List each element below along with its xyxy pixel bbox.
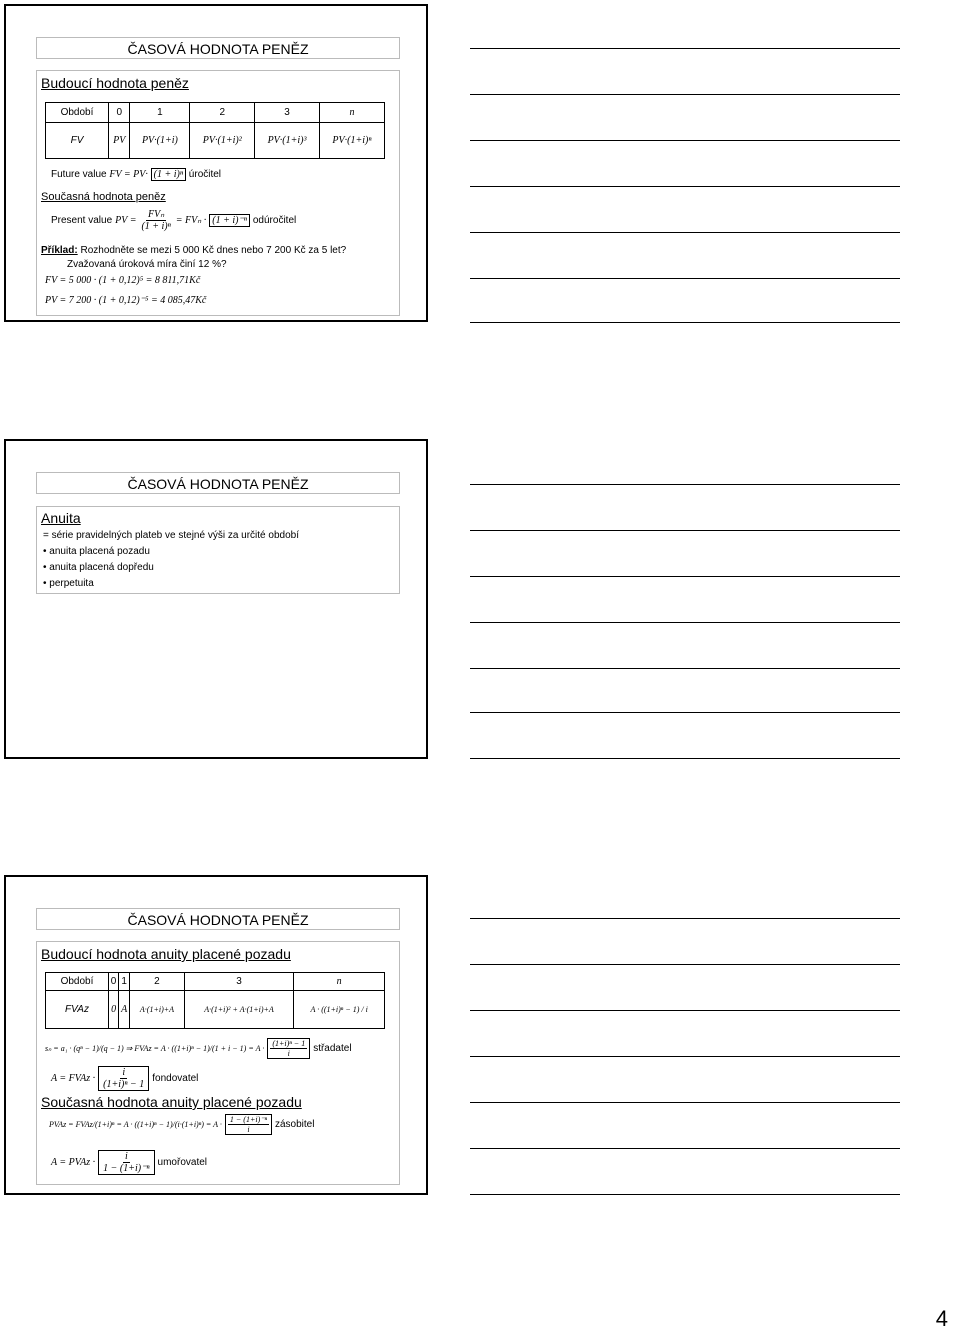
slide-1 xyxy=(4,4,428,322)
present-fraction xyxy=(139,209,172,232)
table-header: 1 xyxy=(130,103,190,123)
note-line xyxy=(470,712,900,713)
note-line xyxy=(470,1148,900,1149)
section-heading: Budoucí hodnota peněz xyxy=(41,75,189,91)
table-header: n xyxy=(319,103,384,123)
slide-2 xyxy=(4,439,428,759)
future-formula: FV = PV· xyxy=(109,169,148,180)
table-header: Období xyxy=(46,103,109,123)
pv-note: zásobitel xyxy=(274,1119,315,1130)
note-line xyxy=(470,1056,900,1057)
table-header: n xyxy=(294,973,385,991)
future-label: Future value xyxy=(51,169,107,180)
fund-num: i xyxy=(122,1067,126,1078)
amort-num: i xyxy=(124,1151,128,1162)
table-cell: A·(1+i)² + A·(1+i)+A xyxy=(184,991,294,1029)
slide-title: ČASOVÁ HODNOTA PENĚZ xyxy=(36,37,400,59)
note-line xyxy=(470,1010,900,1011)
note-line xyxy=(470,322,900,323)
amort-factor xyxy=(98,1150,154,1175)
table-header: 0 xyxy=(109,973,119,991)
present-note: odúročitel xyxy=(252,215,297,226)
present-den: (1 + i)ⁿ xyxy=(141,221,171,232)
slide-content xyxy=(36,506,400,594)
note-line xyxy=(470,186,900,187)
table-cell: PV·(1+i) xyxy=(130,123,190,159)
table-header: 0 xyxy=(109,103,130,123)
table-cell: PV·(1+i)³ xyxy=(255,123,320,159)
amort-lhs: A = PVAz · xyxy=(51,1157,96,1168)
future-note: úročitel xyxy=(188,169,222,180)
fund-lhs: A = FVAz · xyxy=(51,1073,96,1084)
sum-num: (1+i)ⁿ − 1 xyxy=(272,1039,306,1048)
table-header: 2 xyxy=(190,103,255,123)
bullet-item: • anuita placená pozadu xyxy=(43,546,150,557)
example-text: Rozhodněte se mezi 5 000 Kč dnes nebo 7 200 Kč za 5 let? xyxy=(80,245,347,256)
anuita-definition: = série pravidelných plateb ve stejné výši za určité období xyxy=(43,530,299,541)
note-line xyxy=(470,918,900,919)
sum-factor xyxy=(267,1038,310,1059)
pv-formula: PVAz = FVAz/(1+i)ⁿ = A · ((1+i)ⁿ − 1)/(i·(1+i)ⁿ) = A · xyxy=(49,1120,222,1129)
present-label: Present value xyxy=(51,215,113,226)
bullet-text: perpetuita xyxy=(49,578,94,589)
table-cell: PV·(1+i)² xyxy=(190,123,255,159)
present-heading: Současná hodnota anuity placené pozadu xyxy=(41,1094,302,1110)
present-num: FVₙ xyxy=(148,209,165,220)
fund-line xyxy=(51,1066,198,1091)
amort-den: 1 − (1+i)⁻ⁿ xyxy=(103,1163,150,1174)
pv-line xyxy=(49,1114,314,1135)
table-header: Období xyxy=(46,973,109,991)
note-line xyxy=(470,48,900,49)
present-heading: Současná hodnota peněz xyxy=(41,191,166,203)
note-line xyxy=(470,278,900,279)
calc-pv: PV = 7 200 · (1 + 0,12)⁻⁵ = 4 085,47Kč xyxy=(45,295,207,306)
pv-num: 1 − (1+i)⁻ⁿ xyxy=(229,1115,267,1124)
present-value-line xyxy=(51,209,296,232)
bullet-text: anuita placená dopředu xyxy=(49,562,154,573)
table-header: 3 xyxy=(255,103,320,123)
table-row-label: FV xyxy=(46,123,109,159)
note-line xyxy=(470,140,900,141)
bullet-text: anuita placená pozadu xyxy=(49,546,150,557)
slide-content xyxy=(36,70,400,316)
table-header: 3 xyxy=(184,973,294,991)
fund-factor xyxy=(98,1066,149,1091)
future-value-line xyxy=(51,169,221,180)
sum-den: i xyxy=(287,1049,290,1058)
slide-title: ČASOVÁ HODNOTA PENĚZ xyxy=(36,908,400,930)
pv-factor xyxy=(225,1114,272,1135)
example-text-2: Zvažovaná úroková míra činí 12 %? xyxy=(67,259,227,270)
strada-line xyxy=(45,1038,352,1059)
note-line xyxy=(470,484,900,485)
note-line xyxy=(470,668,900,669)
table-cell: A xyxy=(119,991,130,1029)
slide-title: ČASOVÁ HODNOTA PENĚZ xyxy=(36,472,400,494)
future-factor: (1 + i)ⁿ xyxy=(151,168,186,181)
table-cell: A·(1+i)+A xyxy=(130,991,185,1029)
note-line xyxy=(470,94,900,95)
present-mid: = FVₙ · xyxy=(175,215,207,226)
example-label: Příklad: xyxy=(41,245,78,256)
slide-3 xyxy=(4,875,428,1195)
fva-table xyxy=(45,972,385,1029)
bullet-item: • perpetuita xyxy=(43,578,94,589)
pv-den: i xyxy=(247,1125,250,1134)
table-cell: A · ((1+i)ⁿ − 1) / i xyxy=(294,991,385,1029)
note-line xyxy=(470,1194,900,1195)
note-line xyxy=(470,1102,900,1103)
page-number: 4 xyxy=(935,1306,948,1331)
note-line xyxy=(470,576,900,577)
fv-table xyxy=(45,102,385,159)
table-row-label: FVAz xyxy=(46,991,109,1029)
sum-note: střadatel xyxy=(313,1043,352,1054)
slide-content xyxy=(36,941,400,1185)
sum-formula: sₙ = a₁ · (qⁿ − 1)/(q − 1) ⇒ FVAz = A · ((1+i)ⁿ − 1)/(1 + i − 1) = A · xyxy=(45,1044,265,1053)
fund-note: fondovatel xyxy=(152,1073,199,1084)
note-line xyxy=(470,964,900,965)
amort-note: umořovatel xyxy=(157,1157,207,1168)
section-heading: Anuita xyxy=(41,510,81,526)
table-cell: PV xyxy=(109,123,130,159)
table-cell: 0 xyxy=(109,991,119,1029)
amort-line xyxy=(51,1150,207,1175)
table-header: 1 xyxy=(119,973,130,991)
present-lhs: PV = xyxy=(115,215,137,226)
example-line xyxy=(41,245,346,256)
table-cell: PV·(1+i)ⁿ xyxy=(319,123,384,159)
note-line xyxy=(470,758,900,759)
note-line xyxy=(470,622,900,623)
fund-den: (1+i)ⁿ − 1 xyxy=(103,1079,145,1090)
table-header: 2 xyxy=(130,973,185,991)
present-factor: (1 + i)⁻ⁿ xyxy=(209,214,250,227)
calc-fv: FV = 5 000 · (1 + 0,12)⁵ = 8 811,71Kč xyxy=(45,275,201,286)
bullet-item: • anuita placená dopředu xyxy=(43,562,154,573)
note-line xyxy=(470,232,900,233)
section-heading: Budoucí hodnota anuity placené pozadu xyxy=(41,946,291,962)
note-line xyxy=(470,530,900,531)
